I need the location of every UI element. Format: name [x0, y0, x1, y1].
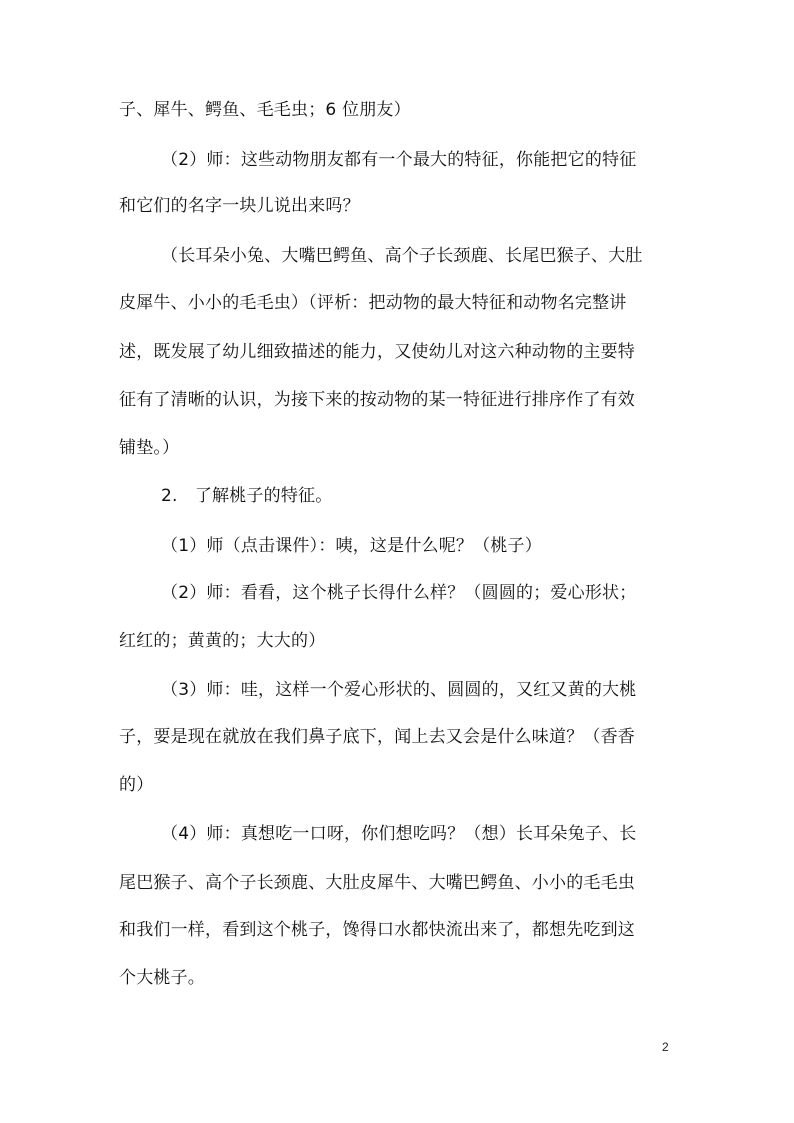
text-line: （4）师：真想吃一口呀，你们想吃吗？（想）长耳朵兔子、长: [161, 824, 637, 844]
text-line: 铺垫。）: [119, 438, 180, 458]
text-line: 个大桃子。: [119, 968, 205, 988]
text-line: 尾巴猴子、高个子长颈鹿、大肚皮犀牛、大嘴巴鳄鱼、小小的毛毛虫: [119, 873, 635, 893]
text-line: （长耳朵小兔、大嘴巴鳄鱼、高个子长颈鹿、长尾巴猴子、大肚: [161, 246, 643, 266]
text-line: 征有了清晰的认识，为接下来的按动物的某一特征进行排序作了有效: [119, 390, 635, 410]
text-line: 子，要是现在就放在我们鼻子底下，闻上去又会是什么味道？（香香: [119, 727, 635, 747]
text-line: （2）师：这些动物朋友都有一个最大的特征，你能把它的特征: [161, 150, 637, 170]
text-line: （3）师：哇，这样一个爱心形状的、圆圆的，又红又黄的大桃: [161, 680, 637, 700]
text-line: （1）师（点击课件）：咦，这是什么呢？（桃子）: [161, 536, 542, 556]
text-line: 和我们一样，看到这个桃子，馋得口水都快流出来了，都想先吃到这: [119, 920, 635, 940]
text-line: 和它们的名字一块儿说出来吗？: [119, 196, 360, 216]
text-line: 红红的；黄黄的；大大的）: [119, 631, 326, 651]
text-line: （2）师：看看，这个桃子长得什么样？（圆圆的；爱心形状；: [161, 583, 637, 603]
section-heading: 2. 了解桃子的特征。: [161, 486, 333, 506]
text-line: 皮犀牛、小小的毛毛虫）（评析：把动物的最大特征和动物名完整讲: [119, 293, 627, 313]
page-number: 2: [662, 1040, 669, 1054]
text-line: 子、犀牛、鳄鱼、毛毛虫；6 位朋友）: [119, 100, 411, 120]
text-line: 述，既发展了幼儿细致描述的能力，又使幼儿对这六种动物的主要特: [119, 342, 635, 362]
text-line: 的）: [119, 775, 154, 795]
